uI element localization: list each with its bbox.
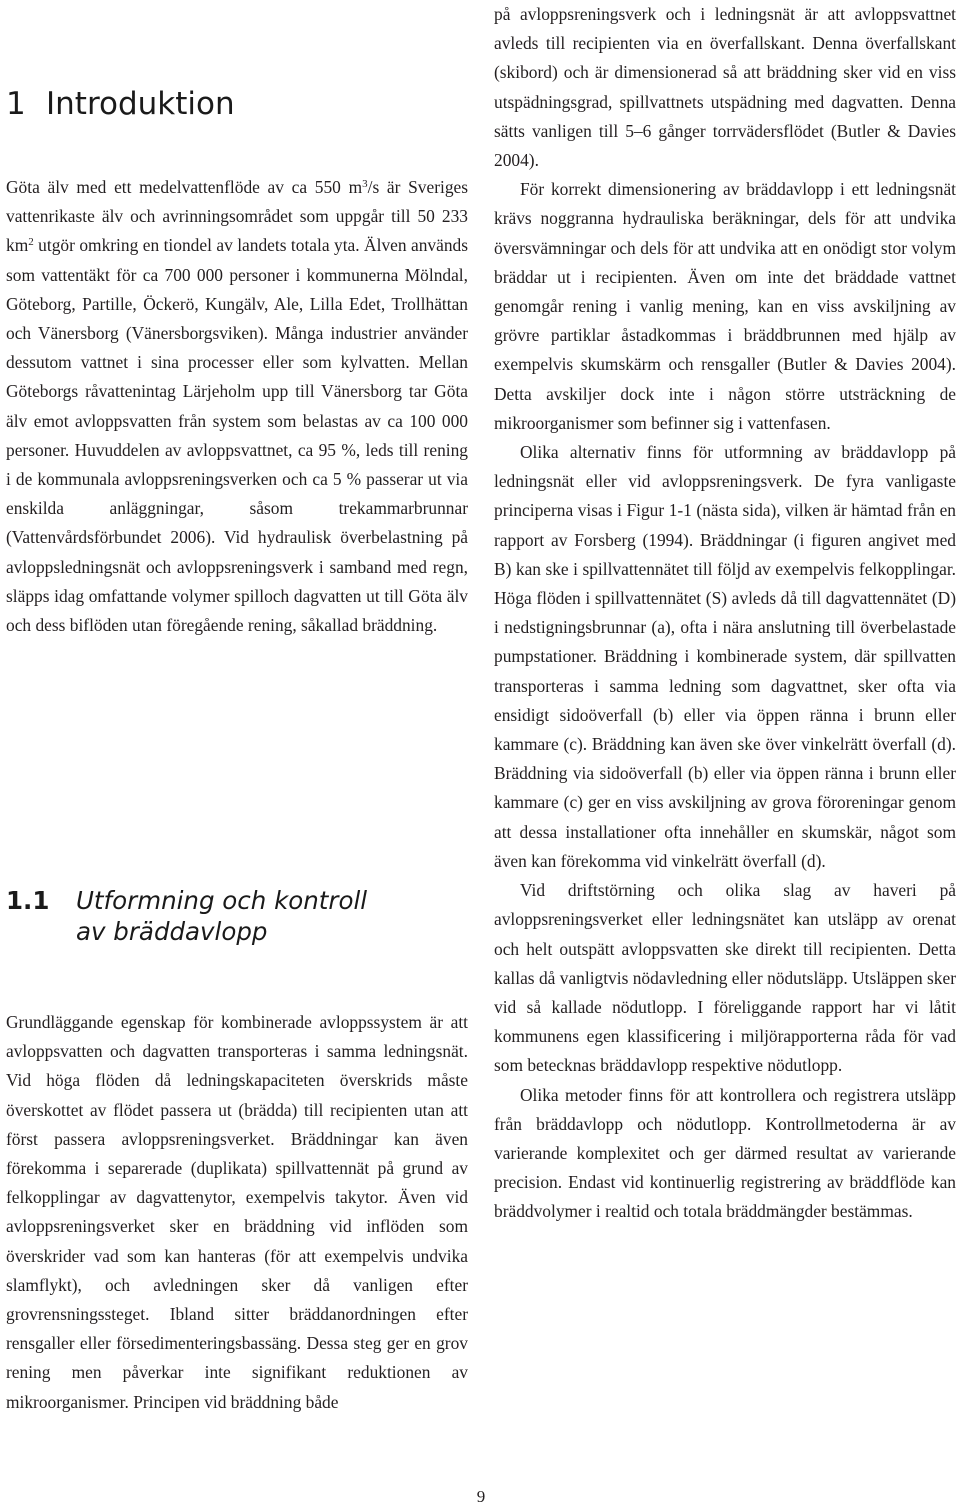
page-number: 9	[476, 1487, 486, 1506]
section-number: 1.1	[6, 886, 50, 915]
right-paragraph-3: Olika alternativ finns för utformning av bräddavlopp på ledningsnät eller vid avloppsreningsverk. De fyra vanligaste principerna visas i Figur 1-1 (nästa sida), vilken är hämtad från en rapport av Forsberg (1994). Bräddningar (i figuren angivet med B) kan ske i spillvattennätet till följd av exempelvis felkopplingar. Höga flöden i spillvattennätet (S) avleds då till dagvattennätet (D) i nedstigningsbrunnar (a), ofta i nära anslutning till överbelastade pumpstationer. Bräddning i kombinerade system, där spillvatten transporteras i samma ledning som dagvattnet, sker ofta via ensidigt sidoöverfall (b) eller via öppen ränna i brunn eller kammare (c). Bräddning kan även ske över vinkelrätt överfall (d). Bräddning via sidoöverfall (b) eller via öppen ränna i brunn eller kammare (c) ger en viss avskiljning av grova föroreningar genom att dessa installationer ofta innehåller en skumskär, något som även kan förekomma vid vinkelrätt överfall (d).	[494, 442, 956, 871]
section-heading	[6, 885, 367, 947]
chapter-heading	[6, 82, 235, 126]
intro-text-part1: Göta älv med ett medelvattenflöde av ca 550 m	[6, 177, 363, 197]
section-paragraph: Grundläggande egenskap för kombinerade avloppssystem är att avloppsvatten och dagvatten transporteras i samma ledningsnät. Vid höga flöden då ledningskapaciteten överskrids måste överskottet av flödet passera ut (brädda) till recipienten utan att först passera avloppsreningsverket. Bräddningar kan även förekomma i separerade (duplikata) spillvattennät på grund av felkopplingar av dagvattenytor, exempelvis takytor. Även vid avloppsreningsverket sker en bräddning vid inflöden som överskrider vad som kan hanteras (för att exempelvis undvika slamflykt), och avledningen sker då vanligen efter grovrensningssteget. Ibland sitter bräddanordningen efter rensgaller eller försedimenteringsbassäng. Dessa steg ger en grov rening men påverkar inte signifikant reduktionen av mikroorganismer. Principen vid bräddning både	[6, 1012, 468, 1412]
section-title-line1: Utformning och kontroll	[76, 886, 368, 915]
intro-text-part2: /s är Sveriges vattenrikaste älv och avrinningsområdet som uppgår till 50 233 km	[6, 177, 468, 256]
right-paragraph-2: För korrekt dimensionering av bräddavlopp i ett ledningsnät krävs noggranna hydrauliska beräkningar, dels för att undvika översvämningar och dels för att undvika att en onödigt stor volym bräddar ut i recipienten. Även om inte det bräddade vattnet genomgår rening i vanlig mening, kan en viss avskiljning av grövre partiklar åstadkommas i bräddbrunnen med hjälp av exempelvis skumskärm och rensgaller (Butler & Davies 2004). Detta avskiljer dock inte i någon större utsträckning de mikroorganismer som befinner sig i vattenfasen.	[494, 179, 956, 433]
superscript-squared: 2	[28, 236, 34, 249]
chapter-title: Introduktion	[46, 86, 235, 122]
section-title-line2: av bräddavlopp	[76, 917, 268, 946]
intro-paragraph	[6, 173, 468, 640]
intro-text-part3: utgör omkring en tiondel av landets totala yta. Älven används som vattentäkt för ca 700 000 personer i kommunerna Mölndal, Göteborg, Partille, Öckerö, Kungälv, Ale, Lilla Edet, Trollhättan och Vänersborg (Vänersborgsviken). Många industrier använder dessutom vattnet i sina processer eller som kylvatten. Mellan Göteborgs råvattenintag Lärjeholm upp till Vänersborg tar Göta älv emot avloppsvatten från system som belastas av ca 100 000 personer. Huvuddelen av avloppsvattnet, ca 95 %, leds till rening i de kommunala avloppsreningsverken och ca 5 % passerar ut via enskilda anläggningar, såsom trekammarbrunnar (Vattenvårdsförbundet 2006). Vid hydraulisk överbelastning på avloppsledningsnät och avloppsreningsverk i samband med regn, släpps idag omfattande volymer spilloch dagvatten ut till Göta älv och dess biflöden utan föregående rening, såkallad bräddning.	[6, 235, 468, 636]
chapter-number: 1	[6, 86, 26, 122]
right-paragraph-5: Olika metoder finns för att kontrollera och registrera utsläpp från bräddavlopp och nödutlopp. Kontrollmetoderna är av varierande komplexitet och ger därmed resultat av varierande precision. Endast vid kontinuerlig registrering av bräddflöde kan bräddvolymer i realtid och totala bräddmängder bestämmas.	[494, 1084, 956, 1222]
right-paragraph-4: Vid driftstörning och olika slag av haveri på avloppsreningsverket eller ledningsnätet kan utsläpp av orenat och helt outspätt avloppsvatten ske direkt till recipienten. Detta kallas då vanligtvis nödavledning eller nödutsläpp. Utsläppen sker vid så kallade nödutlopp. I föreliggande rapport har vi låtit kommunens egen klassificering i miljörapporterna råda för vad som betecknas bräddavlopp respektive nödutlopp.	[494, 880, 956, 1076]
superscript-cubed: 3	[362, 178, 368, 190]
right-column	[494, 0, 956, 1227]
right-paragraph-1: på avloppsreningsverk och i ledningsnät är att avloppsvattnet avleds till recipienten via en överfallskant. Denna överfallskant (skibord) och är dimensionerad så att bräddning sker vid en viss utspädningsgrad, spillvattnets utspädning med dagvatten. Denna sätts vanligen till 5–6 gånger torrvädersflödet (Butler & Davies 2004).	[494, 4, 956, 171]
